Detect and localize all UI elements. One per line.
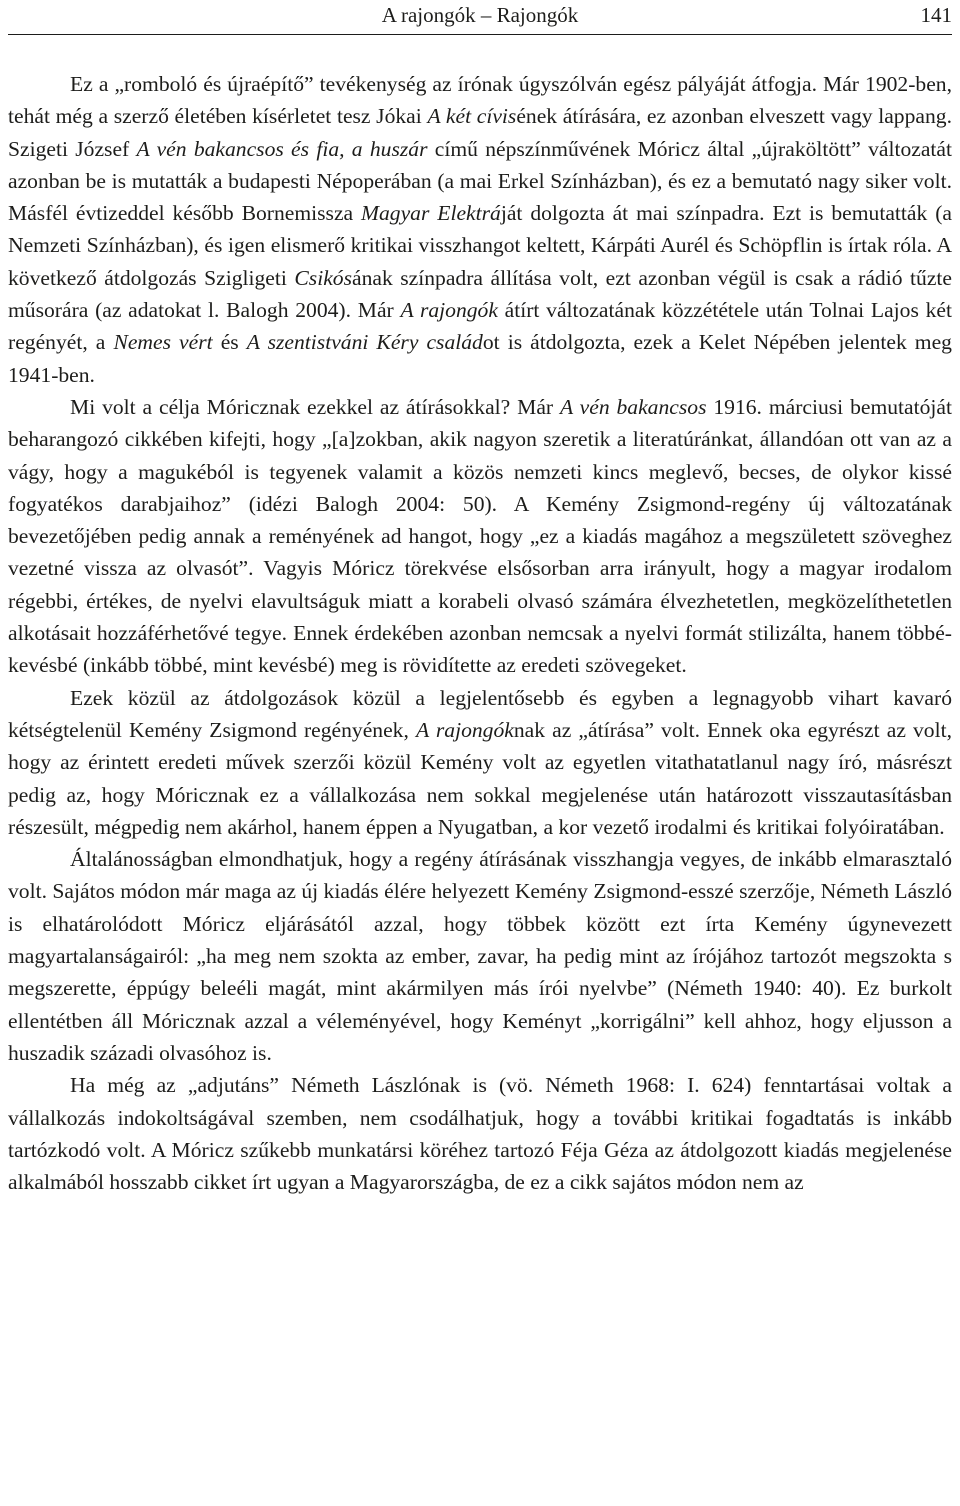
italic-title: Csikós (294, 265, 352, 290)
text-run: ének átírására, ez azonban elveszett vagy lappang. Szigeti József (8, 104, 952, 161)
italic-title: A két cívis (427, 104, 517, 129)
text-run: Általánosságban elmondhatjuk, hogy a regény átírásának visszhangja vegyes, de inkább elmarasztaló volt. Sajátos módon már maga az új kiadás élére helyezett Kemény Zsigmond-esszé szerzője, Németh László is elhatárolódott Móricz eljárásától azzal, hogy többek között ezt írta Kemény úgynevezett magyartalanságairól: „ha meg nem szokta az ember, zavar, ha pedig mint az írójához tartozót megszokta s megszerette, éppúgy beleéli magát, mint akármilyen más írói nyelvbe” (Németh 1940: 40). Ez burkolt ellentétben áll Móricznak azzal a véleményével, hogy Keményt „korrigálni” kell ahhoz, hogy eljusson a huszadik századi olvasóhoz is. (8, 847, 952, 1065)
text-run: ának színpadra állítása volt, ezt azonban végül is csak a rádió tűzte műsorára (az adatokat l. Balogh 2004). Már (8, 265, 952, 323)
text-run: 1916. márciusi bemutatóját beharangozó cikkében kifejti, hogy „[a]zokban, akik nagyon szeretik a literatúránkat, állandóan ott van az a vágy, hogy a magukéból is tegyenek valamit a közös nemzeti kincs meglevő, becses, de olykor kissé fogyatékos darabjaihoz” (idézi Balogh 2004: 50). A Kemény Zsigmond-regény új változatának bevezetőjében pedig annak a reményének ad hangot, hogy „ez a kiadás magához a megszületett szöveghez vezetné vissza az olvasót”. Vagyis Móricz törekvése elsősorban arra irányult, hogy a magyar irodalom régebbi, értékes, de nyelvi elavultságuk miatt a korabeli olvasó számára élvezhetetlen, megközelíthetetlen alkotásait hozzáférhetővé tegye. Ennek érdekében azonban nemcsak a nyelvi formát stilizálta, hanem többé-kevésbé (inkább többé, mint kevésbé) meg is rövidítette az eredeti szövegeket. (8, 394, 953, 678)
italic-title: A szentistváni Kéry család (246, 330, 483, 355)
paragraph-3 (8, 682, 952, 843)
paragraph-4 (8, 843, 952, 1069)
text-run: ot is átdolgozta, ezek a Kelet Népében jelentek meg 1941-ben. (8, 330, 952, 387)
italic-title: A vén bakancsos (559, 394, 707, 419)
text-run: Ezek közül az átdolgozások közül a legjelentősebb és egyben a legnagyobb vihart kavaró kétségtelenül Kemény Zsigmond regényének, (8, 685, 952, 742)
page-number: 141 (920, 3, 952, 27)
text-run: Ha még az „adjutáns” Németh Lászlónak is (vö. Németh 1968: I. 624) fenntartásai voltak a vállalkozás indokoltságával szemben, nem csodálhatjuk, hogy a további kritikai fogadtatás is inkább tartózkodó volt. A Móricz szűkebb munkatársi köréhez tartozó Féja Géza az átdolgozott kiadás megjelenése alkalmából hosszabb cikket írt ugyan a Magyarországba, de ez a cikk sajátos módon nem az (8, 1073, 952, 1195)
italic-title: Nemes vért (113, 330, 213, 355)
italic-title: A rajongók (400, 298, 498, 323)
text-run: Mi volt a célja Móricznak ezekkel az átírásokkal? Már (70, 394, 560, 419)
header-rule (8, 34, 952, 35)
italic-title: A rajongók (415, 717, 514, 742)
text-run: nak az „átírása” volt. Ennek oka egyrészt az volt, hogy az érintett eredeti művek szerzői közül Kemény volt az egyetlen vitathatatlanul nagy író, másrészt pedig az, hogy Móricznak ez a vállalkozása nem sokkal megjelenése után határozott visszautasításban részesült, mégpedig nem akárhol, hanem éppen a Nyugatban, a kor vezető irodalmi és kritikai folyóiratában. (8, 717, 953, 839)
text-run: átírt változatának közzététele után Tolnai Lajos két regényét, a (8, 298, 952, 355)
paragraph-5 (8, 1069, 952, 1198)
body-text (8, 68, 952, 1198)
paragraph-2 (8, 391, 952, 682)
italic-title: Magyar Elektrá (361, 201, 501, 226)
text-run: című népszínművének Móricz által „újraköltött” változatát azonban be is mutatták a budapesti Népoperában (a mai Erkel Színházban), és ez a bemutató nagy siker volt. Másfél évtizeddel később Bornemissza (8, 136, 953, 226)
italic-title: A vén bakancsos és fia, a huszár (136, 136, 428, 161)
text-run: Ez a „romboló és újraépítő” tevékenység az írónak úgyszólván egész pályáját átfogja. Már 1902-ben, tehát még a szerző életében kísérletet tesz Jókai (8, 72, 952, 129)
text-run: ját dolgozta át mai színpadra. Ezt is bemutatták (a Nemzeti Színházban), és igen elismerő kritikai visszhangot keltett, Kárpáti Aurél és Schöpflin is írtak róla. A következő átdolgozás Szigligeti (8, 201, 952, 290)
paragraph-1 (8, 68, 952, 391)
text-run: és (212, 330, 247, 355)
running-head (8, 2, 952, 32)
running-title: A rajongók – Rajongók (381, 3, 579, 27)
